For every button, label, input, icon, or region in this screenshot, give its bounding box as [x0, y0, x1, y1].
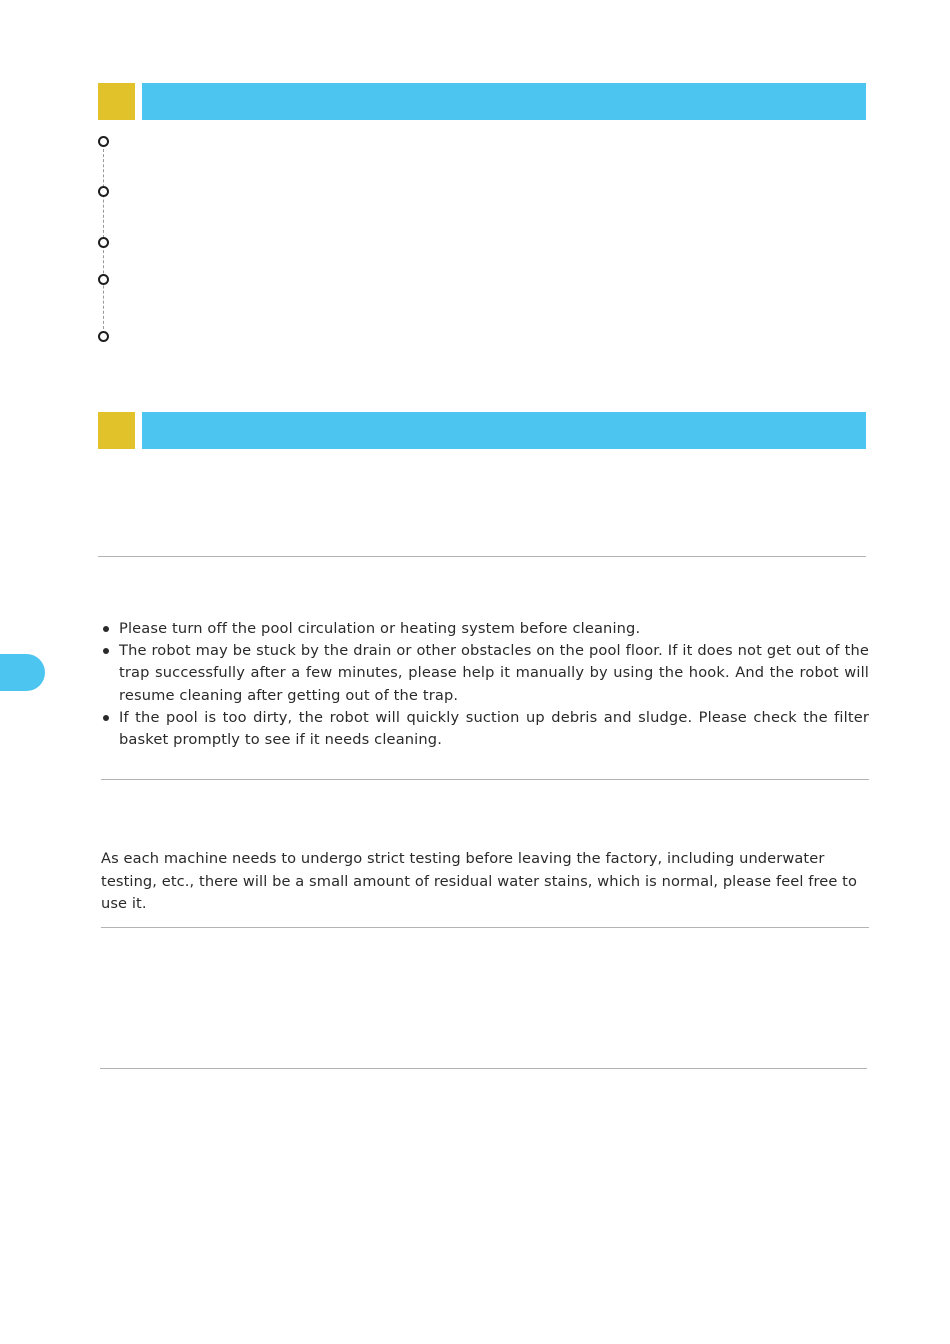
- divider-4: [100, 1068, 867, 1069]
- section-1-header-bar: [142, 83, 866, 120]
- timeline-node-4: [98, 274, 109, 285]
- list-item: If the pool is too dirty, the robot will quickly suction up debris and sludge. Please check the filter basket promptly to see if it needs cleaning.: [101, 707, 869, 751]
- section-1-marker: [98, 83, 135, 120]
- timeline-node-1: [98, 136, 109, 147]
- notes-list: [101, 618, 869, 751]
- page-side-tab: [0, 654, 45, 691]
- timeline-node-5: [98, 331, 109, 342]
- list-item: Please turn off the pool circulation or heating system before cleaning.: [101, 618, 869, 640]
- section-2-marker: [98, 412, 135, 449]
- divider-2: [101, 779, 869, 780]
- water-stains-paragraph: As each machine needs to undergo strict testing before leaving the factory, including underwater testing, etc., there will be a small amount of residual water stains, which is normal, please feel free to use it.: [101, 850, 858, 913]
- divider-1: [98, 556, 866, 557]
- divider-3: [101, 927, 869, 928]
- list-item: The robot may be stuck by the drain or other obstacles on the pool floor. If it does not get out of the trap successfully after a few minutes, please help it manually by using the hook. And the robot will resume cleaning after getting out of the trap.: [101, 640, 869, 707]
- timeline-node-2: [98, 186, 109, 197]
- section-2-header-bar: [142, 412, 866, 449]
- timeline-node-3: [98, 237, 109, 248]
